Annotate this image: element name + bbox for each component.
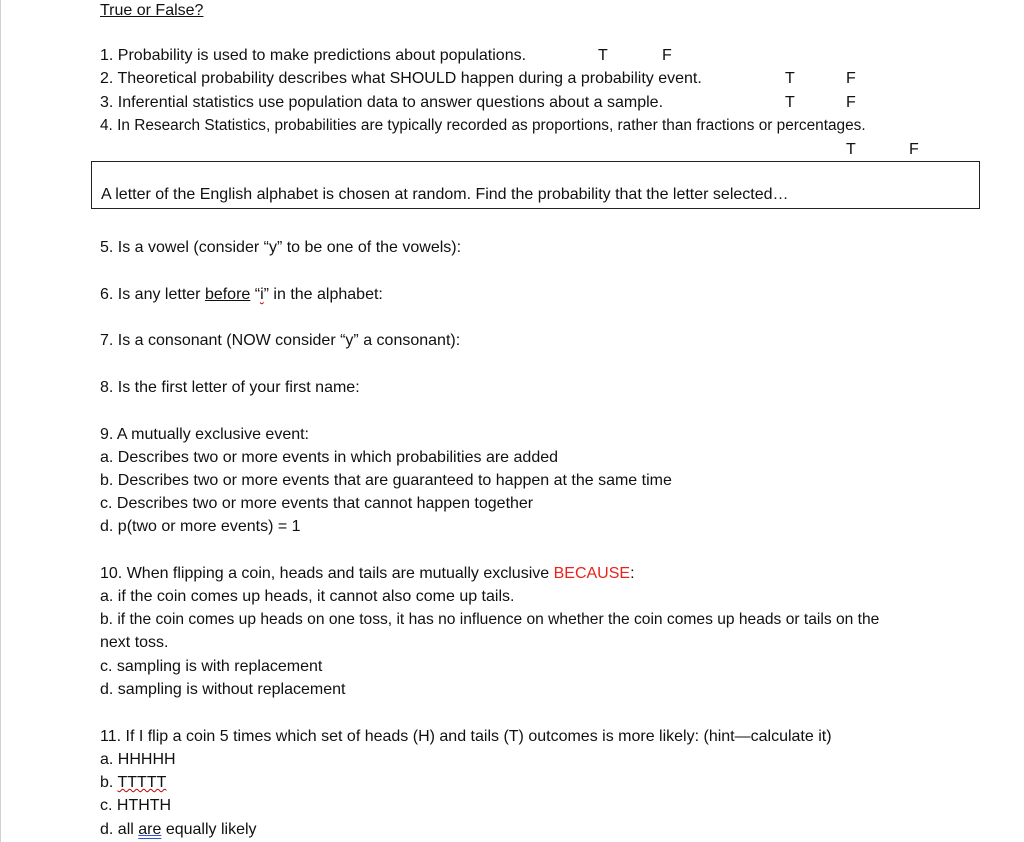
question-6 — [100, 285, 383, 305]
tf-4-false: F — [909, 141, 919, 158]
tf-1-true: T — [598, 47, 608, 64]
question-7: 7. Is a consonant (NOW consider “y” a consonant): — [100, 332, 461, 349]
question-11-option-b — [100, 773, 166, 793]
q6-middle: “ — [250, 286, 261, 303]
tf-1-false: F — [662, 47, 672, 64]
q11-b-value: TTTTT — [117, 774, 167, 791]
tf-3-false: F — [846, 94, 856, 111]
question-9-option-d: d. p(two or more events) = 1 — [100, 518, 301, 535]
question-9-option-a: a. Describes two or more events in which probabilities are added — [100, 449, 559, 466]
question-10-stem — [100, 564, 635, 584]
question-9-stem: 9. A mutually exclusive event: — [100, 426, 309, 443]
q11-d-suffix: equally likely — [161, 821, 257, 838]
q10-stem-prefix: 10. When flipping a coin, heads and tails are mutually exclusive — [100, 565, 554, 582]
question-10-option-b-line1: b. if the coin comes up heads on one toss, it has no influence on whether the coin comes up heads or tails on the — [100, 611, 880, 628]
question-10-option-b-line2: next toss. — [100, 634, 169, 651]
tf-question-1: 1. Probability is used to make predictions about populations. — [100, 47, 527, 64]
q11-d-underlined: are — [138, 821, 162, 838]
question-10-option-a: a. if the coin comes up heads, it cannot also come up tails. — [100, 588, 515, 605]
q6-underlined: before — [204, 286, 251, 303]
instruction-box — [91, 161, 980, 209]
question-10-option-c: c. sampling is with replacement — [100, 658, 323, 675]
question-11-stem: 11. If I flip a coin 5 times which set of heads (H) and tails (T) outcomes is more likely: (hint—calculate it) — [100, 728, 832, 745]
page-edge — [0, 0, 1, 842]
question-11-option-c: c. HTHTH — [100, 797, 172, 814]
question-11-option-a: a. HHHHH — [100, 751, 176, 768]
question-8: 8. Is the first letter of your first name: — [100, 379, 360, 396]
q11-d-prefix: d. all — [100, 821, 139, 838]
question-9-option-c: c. Describes two or more events that cannot happen together — [100, 495, 534, 512]
tf-3-true: T — [785, 94, 795, 111]
q6-letter: i — [260, 286, 264, 303]
q6-prefix: 6. Is any letter — [100, 286, 205, 303]
tf-question-4: 4. In Research Statistics, probabilities are typically recorded as proportions, rather than fractions or percentages. — [100, 117, 866, 134]
question-11-option-d — [100, 820, 257, 840]
tf-2-true: T — [785, 70, 795, 87]
question-10-option-d: d. sampling is without replacement — [100, 681, 346, 698]
section-title: True or False? — [100, 2, 204, 19]
q10-emphasis: BECAUSE — [553, 565, 631, 582]
tf-question-2: 2. Theoretical probability describes what SHOULD happen during a probability event. — [100, 70, 702, 87]
instruction-text: A letter of the English alphabet is chosen at random. Find the probability that the letter selected… — [101, 186, 789, 203]
tf-2-false: F — [846, 70, 856, 87]
question-9-option-b: b. Describes two or more events that are guaranteed to happen at the same time — [100, 472, 672, 489]
q11-b-prefix: b. — [100, 774, 118, 791]
tf-4-true: T — [846, 141, 856, 158]
tf-question-3: 3. Inferential statistics use population data to answer questions about a sample. — [100, 94, 664, 111]
q10-stem-suffix: : — [630, 565, 635, 582]
question-5: 5. Is a vowel (consider “y” to be one of the vowels): — [100, 239, 462, 256]
q6-suffix: ” in the alphabet: — [263, 286, 383, 303]
